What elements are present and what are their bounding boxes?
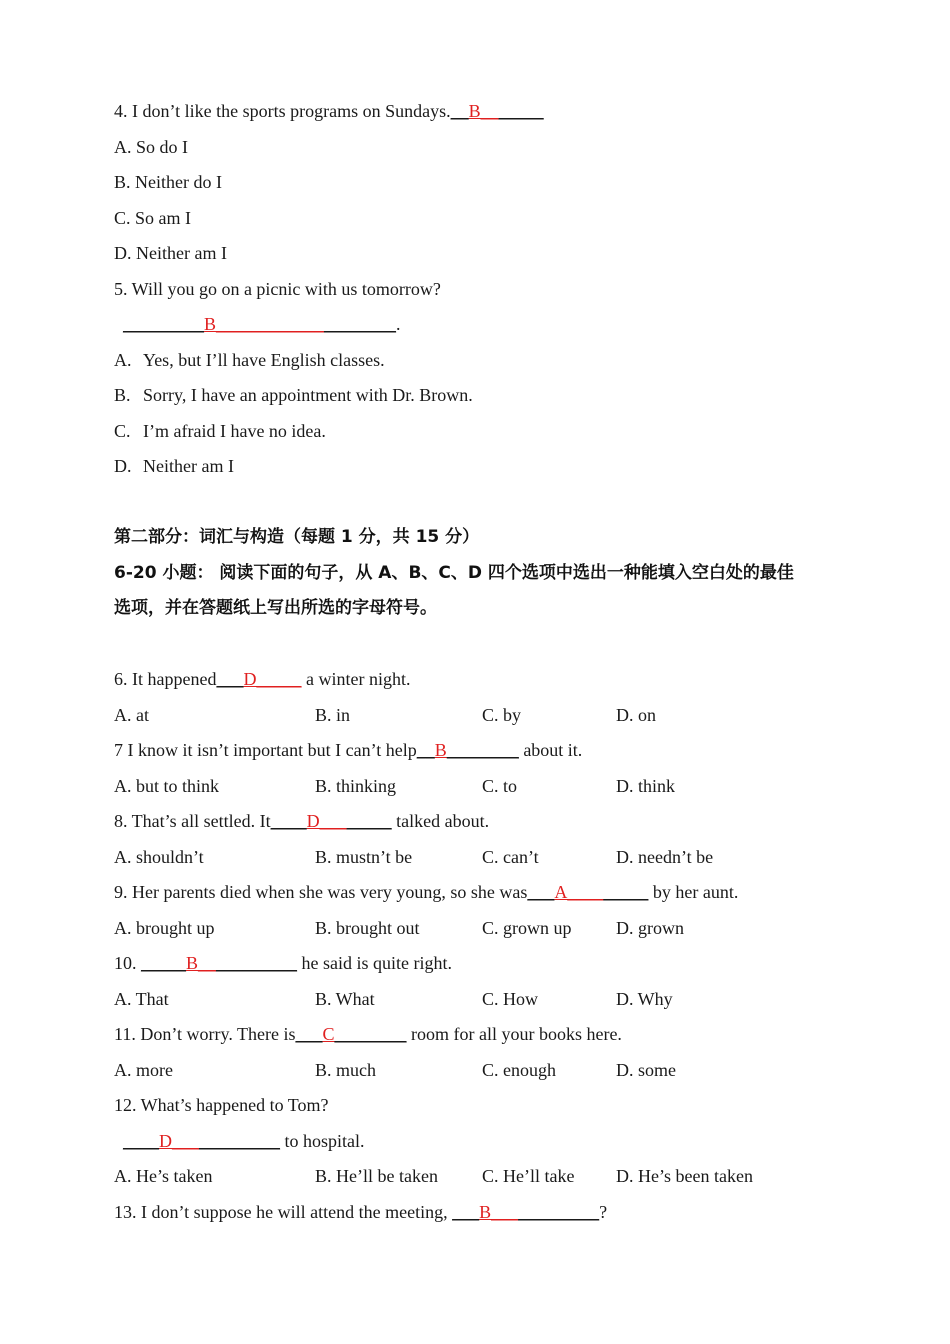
answer-letter: B [468, 101, 481, 121]
question-11-stem: 11. Don’t worry. There is___C________ room for all your books here. [114, 1024, 622, 1044]
answer-blank: ___C________ [295, 1024, 407, 1044]
answer-letter: D [243, 669, 257, 689]
option-d: D. some [616, 1059, 676, 1080]
option-b: B. mustn’t be [315, 846, 413, 867]
question-5-option-c: C. I’m afraid I have no idea. [114, 420, 326, 441]
question-10-stem: 10. _____B___________ he said is quite right. [114, 953, 452, 973]
answer-blank: __B________ [416, 740, 519, 760]
answer-blank: __B_______ [450, 101, 544, 121]
option-a: A. shouldn’t [114, 846, 204, 867]
question-9-stem: 9. Her parents died when she was very young, so she was___A_________ by her aunt. [114, 882, 739, 902]
option-c: C. can’t [482, 846, 539, 867]
spacer [114, 485, 874, 521]
option-a: A. at [114, 704, 149, 725]
answer-letter: B [186, 953, 199, 973]
option-a: A. more [114, 1059, 173, 1080]
question-7-stem: 7 I know it isn’t important but I can’t help__B________ about it. [114, 740, 583, 760]
answer-letter: B [479, 1201, 492, 1222]
answer-letter: B [434, 740, 447, 760]
question-4-option-b: B. Neither do I [114, 172, 222, 192]
question-5-option-d: D. Neither am I [114, 456, 234, 476]
question-4-option-a: A. So do I [114, 136, 189, 157]
option-d: D. needn’t be [616, 846, 714, 867]
answer-blank: ___D_____ [216, 669, 302, 689]
option-b: B. He’ll be taken [315, 1166, 438, 1186]
section-title: 第二部分：词汇与构造（每题 1 分，共 15 分） [114, 527, 480, 547]
spacer [114, 627, 874, 663]
option-c: C. to [482, 775, 518, 796]
question-13-stem: 13. I don’t suppose he will attend the meeting, ___B____________? [114, 1201, 608, 1222]
question-11-options [114, 1053, 874, 1089]
question-12-options [114, 1159, 874, 1195]
section-instruction-line-2: 选项，并在答题纸上写出所选的字母符号。 [114, 598, 437, 618]
answer-blank: _____B___________ [141, 953, 298, 973]
answer-letter: D [159, 1130, 172, 1151]
answer-blank: ____D________ [270, 811, 392, 831]
option-d: D. He’s been taken [616, 1166, 753, 1186]
option-a: A. That [114, 988, 169, 1009]
answer-letter: A [554, 882, 568, 902]
option-c: C. enough [482, 1059, 556, 1080]
question-5-answer-line: _________B____________________. [123, 314, 401, 334]
question-8-stem: 8. That’s all settled. It____D________ talked about. [114, 811, 490, 831]
question-5-stem: 5. Will you go on a picnic with us tomorrow? [114, 278, 441, 299]
question-6-options [114, 698, 874, 734]
option-a: A. but to think [114, 775, 220, 796]
section-instruction-line-1: 6-20 小题： 阅读下面的句子，从 A、B、C、D 四个选项中选出一种能填入空白处的最佳 [114, 562, 794, 583]
option-c: C. by [482, 704, 522, 725]
question-12-stem: 12. What’s happened to Tom? [114, 1095, 329, 1115]
option-a: A. He’s taken [114, 1166, 213, 1186]
answer-blank: _________B____________________ [123, 314, 397, 334]
answer-letter: C [322, 1024, 335, 1044]
question-6-stem: 6. It happened___D_____ a winter night. [114, 669, 411, 689]
answer-blank: ____D____________ [123, 1130, 280, 1151]
answer-blank: ___A_________ [527, 882, 649, 902]
option-b: B. brought out [315, 917, 420, 938]
option-b: B. thinking [315, 775, 397, 796]
answer-letter: B [204, 314, 217, 334]
question-8-options [114, 840, 874, 876]
option-a: A. brought up [114, 917, 215, 938]
question-5-option-a: A. Yes, but I’ll have English classes. [114, 349, 385, 370]
option-c: C. He’ll take [482, 1166, 575, 1186]
question-9-options [114, 911, 874, 947]
option-d: D. on [616, 704, 656, 725]
answer-letter: D [306, 811, 320, 831]
option-b: B. in [315, 704, 351, 725]
option-d: D. think [616, 775, 676, 796]
option-c: C. grown up [482, 917, 572, 938]
option-b: B. What [315, 988, 375, 1009]
question-10-options [114, 982, 874, 1018]
question-7-options [114, 769, 874, 805]
option-c: C. How [482, 988, 539, 1009]
option-d: D. grown [616, 917, 684, 938]
question-4-option-d: D. Neither am I [114, 243, 227, 263]
question-5-option-b: B. Sorry, I have an appointment with Dr. Brown. [114, 385, 473, 405]
option-d: D. Why [616, 988, 673, 1009]
answer-blank: ___B____________ [452, 1201, 600, 1222]
question-12-answer-line: ____D____________ to hospital. [123, 1130, 365, 1151]
question-text: 4. I don’t like the sports programs on Sundays. [114, 101, 451, 121]
exam-page [114, 94, 874, 1230]
option-b: B. much [315, 1059, 376, 1080]
question-4-stem [114, 94, 874, 130]
question-4-option-c: C. So am I [114, 207, 192, 228]
